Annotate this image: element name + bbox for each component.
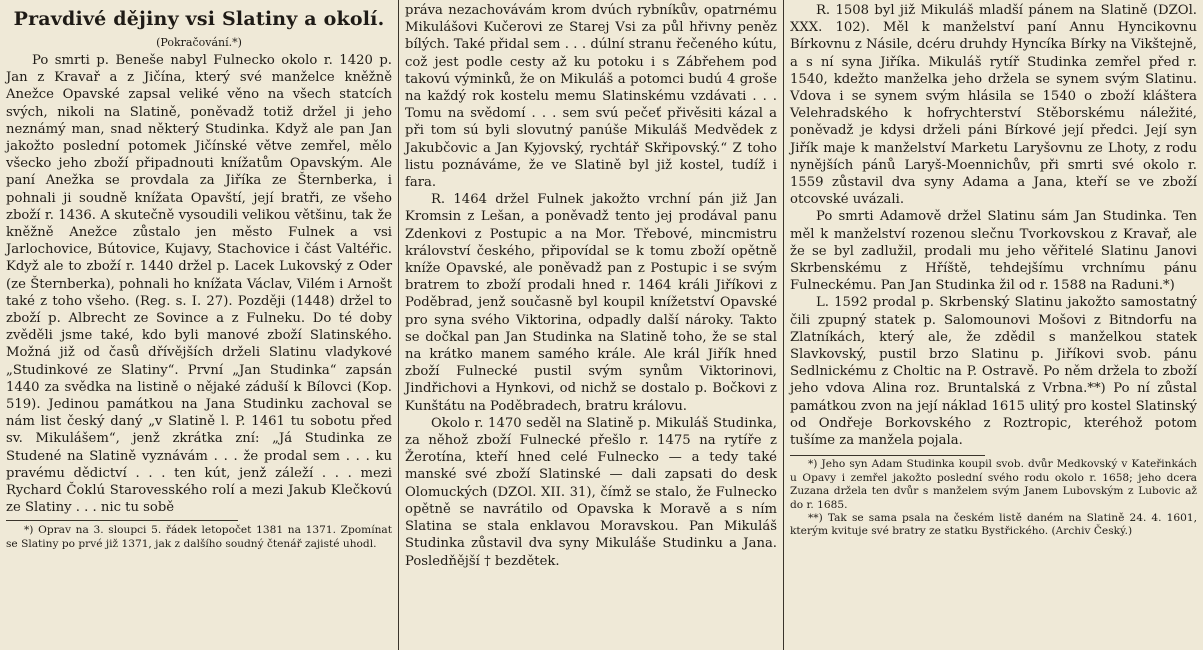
paragraph: L. 1592 prodal p. Skrbenský Slatinu jakožto samostatný čili zpupný statek p. Salomounovi Mošovi z Bitndorfu na Zlatníkách, který ale, že zdědil s manželkou statek Slavkovský, pustil brzo Slatinu p. Jiříkovi svob. pánu Sedlnickému z Choltic na P. Ostravě. Po něm držela to zboží jeho vdova Alina roz. Bruntalská z Vrbna.**) Po ní zůstal památkou zvon na její náklad 1615 ulitý pro kostel Slatinský od Ondřeje Borkovského z Roztropic, kteréhož potom tušíme za manžela pojala.: [790, 295, 1197, 449]
footnote: **) Tak se sama psala na českém listě daném na Slatině 24. 4. 1601, kterým kvituje své bratry ze statku Bystřického. (Archiv Český.): [790, 511, 1197, 538]
footnote: *) Jeho syn Adam Studinka koupil svob. dvůr Medkovský v Kateřinkách u Opavy i zemřel jakožto poslední svého rodu okolo r. 1658; jeho dcera Zuzana držela ten dvůr s manželem svým Janem Lubovským z Lubovic až do r. 1685.: [790, 458, 1197, 511]
article-subtitle: (Pokračování.*): [156, 36, 242, 49]
footnote: *) Oprav na 3. sloupci 5. řádek letopočet 1381 na 1371. Zpomínat se Slatiny po prvé již 1371, jak z dalšího soudný čtenář zajisté uhodl.: [6, 524, 392, 550]
column-1: [0, 0, 398, 650]
paragraph: Po smrti p. Beneše nabyl Fulnecko okolo r. 1420 p. Jan z Kravař a z Jičína, který své manželce kněžně Anežce Opavské zapsal veliké věno na všech statcích svých, nikoli na Slatině, poněvadž totiž držel ji jeho neznámý man, snad některý Studinka. Když ale pan Jan jakožto poslední potomek Jičínské větve zemřel, mělo všecko jeho zboží připadnouti knížatům Opavským. Ale paní Anežka se provdala za Jiříka ze Šternberka, i pohnali ji soudně knížata Opavští, její bratři, ze všeho zboží r. 1436. A skutečně vysoudili velikou většinu, tak že kněžně Anežce zůstalo jen město Fulnek a vsi Jarlochovice, Bútovice, Kujavy, Stachovice i část Valtéřic. Když ale to zboží r. 1440 držel p. Lacek Lukovský z Oder (ze Šternberka), pohnali ho knížata Václav, Vilém i Arnošt také z toho všeho. (Reg. s. I. 27). Později (1448) držel to zboží p. Albrecht ze Sovince a z Fulneku. Do té doby zvěděli jsme také, kdo byli manové zboží Slatinského. Možná již od časů dřívějších drželi Slatinu vladykové „Studinkové ze Slatiny“. První „Jan Studinka“ zapsán 1440 za svědka na listině o nějaké záduší k Bílovci (Kop. 519). Jedinou památkou na Jana Studinku zachoval se nám list český daný „v Slatině l. P. 1461 tu sobotu před sv. Mikulášem“, jenž zkrátka zní: „Já Studinka ze Studené na Slatině vyznávám . . . že prodal sem . . . ku pravému dědictví . . . ten kút, jenž záleží . . . mezi Rychard Čoklú Starovesského rolí a mezi Jakub Klečkovú ze Slatiny . . . nic tu sobě: [6, 53, 392, 516]
footnote-divider: [790, 455, 985, 456]
article-title: Pravdivé dějiny vsi Slatiny a okolí.: [13, 8, 385, 30]
paragraph: R. 1464 držel Fulnek jakožto vrchní pán již Jan Kromsin z Lešan, a poněvadž tento jej prodával panu Zdenkovi z Postupic a na Mor. Třebové, mincmistru království českého, připovídal se k tomu zboží opětně kníže Opavské, ale poněvadž pan z Postupic i se svým bratrem to zboží prodali hned r. 1464 králi Jiříkovi z Poděbrad, jenž současně byl koupil knížetství Opavské pro syna svého Viktorina, odpadly další nároky. Takto se dočkal pan Jan Studinka na Slatině toho, že se stal na krátko manem samého krále. Ale král Jiřík hned zboží Fulnecké pustil svým synům Viktorinovi, Jindřichovi a Hynkovi, od nichž se dostalo p. Bočkovi z Kunštátu na Poděbradech, bratru královu.: [405, 192, 777, 414]
paragraph: práva nezachovávám krom dvúch rybníkův, opatrnému Mikulášovi Kučerovi ze Starej Vsi za půl hřivny peněz bílých. Také přidal sem . . . dúlní stranu řečeného kútu, což jest podle cesty až ku potoku i s Zábřehem pod takovú výminků, že on Mikuláš a potomci budú 4 groše na každý rok kostelu memu Slatinskému vzdávati . . . Tomu na svědomí . . . sem svú pečeť přivěsiti kázal a při tom sú byli slovutný panúše Mikuláš Medvědek z Jakubčovic a Jan Kyjovský, rychtář Skřipovský.“ Z toho listu poznáváme, že ve Slatině byl již kostel, tudíž i fara.: [405, 3, 777, 191]
column-2: [398, 0, 783, 650]
paragraph: Okolo r. 1470 seděl na Slatině p. Mikuláš Studinka, za něhož zboží Fulnecké přešlo r. 1475 na rytíře z Žerotína, kteří hned celé Fulnecko — a tedy také manské své zboží Slatinské — dali zapsati do desk Olomuckých (DZOl. XII. 31), čímž se stalo, že Fulnecko opětně se navrátilo od Opavska k Moravě a s ním Slatina se stala enklavou Moravskou. Pan Mikuláš Studinka zůstavil dva syny Mikuláše Studinku a Jana. Posledňější † bezdětek.: [405, 415, 777, 569]
column-3: [783, 0, 1203, 650]
footnote-divider: [6, 520, 238, 521]
paragraph: Po smrti Adamově držel Slatinu sám Jan Studinka. Ten měl k manželství rozenou slečnu Tvorkovskou z Kravař, ale že se byl zadlužil, prodali mu jeho věřitelé Slatinu Janovi Skrbenskému z Hříště, tehdejšímu vrchnímu pánu Fulneckému. Pan Jan Studinka žil od r. 1588 na Raduni.*): [790, 209, 1197, 294]
paragraph: R. 1508 byl již Mikuláš mladší pánem na Slatině (DZOl. XXX. 102). Měl k manželství paní Annu Hyncikovnu Bírkovnu z Násile, dcéru druhdy Hyncíka Bírky na Vikštejně, a s ní syna Jiříka. Mikuláš rytíř Studinka zemřel před r. 1540, kdežto manželka jeho držela se synem svým Slatinu. Vdova i se synem svým hlásila se 1540 o zboží kláštera Velehradského k hofrychterství Stěborskému náležité, poněvadž je kdysi drželi páni Bírkové její předci. Její syn Jiřík maje k manželství Marketu Laryšovnu ze Lhoty, z rodu nynějších pánů Laryš-Moennichův, při smrti své okolo r. 1559 zůstavil dva syny Adama a Jana, kteří se ve zboží otcovské uvázali.: [790, 3, 1197, 208]
